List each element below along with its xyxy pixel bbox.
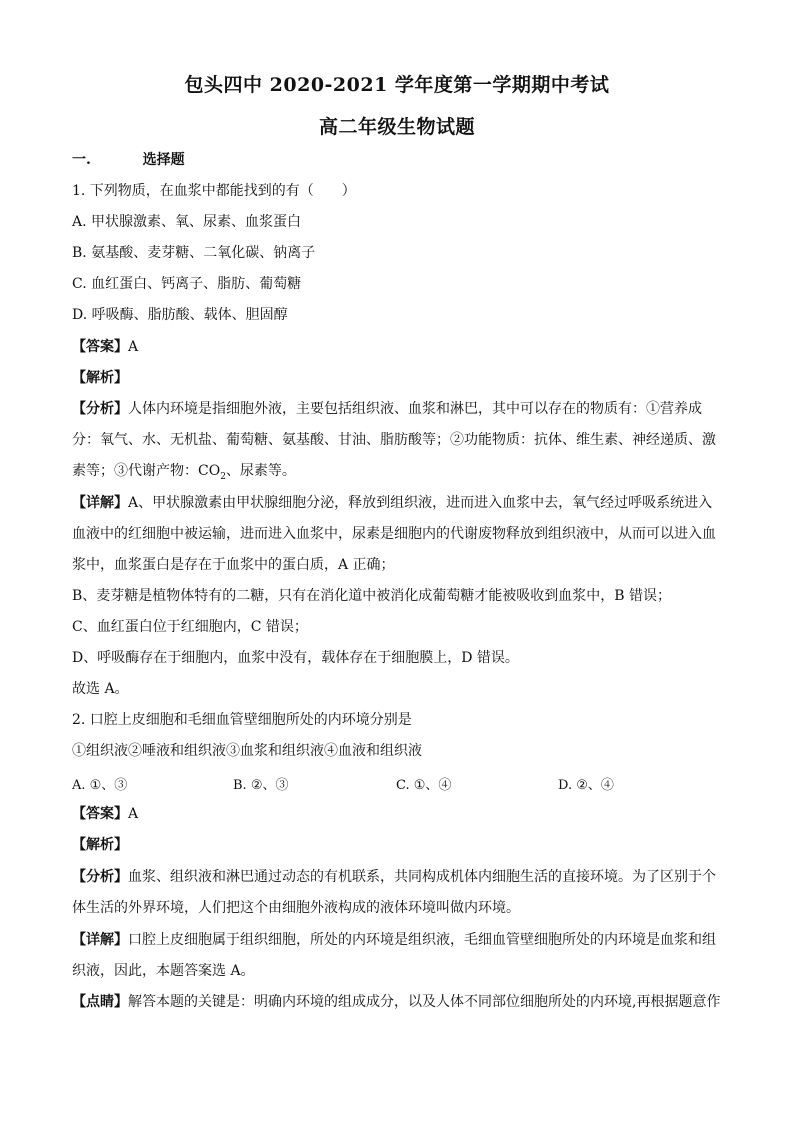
answer-tag: 【答案】 <box>72 806 128 822</box>
q2-xiangjie-line-2: 织液，因此，本题答案选 A。 <box>72 963 255 979</box>
q1-xiangjie-line-2: 血液中的红细胞中被运输，进而进入血浆中，尿素是细胞内的代谢废物释放到组织液中，从而可以进入血 <box>72 526 716 542</box>
exam-subtitle: 高二年级生物试题 <box>318 116 475 138</box>
analysis-tag: 【解析】 <box>72 370 128 386</box>
fenxi-tag: 【分析】 <box>72 401 128 417</box>
q1-xiangjie-b: B、麦芽糖是植物体特有的二糖，只有在消化道中被消化成葡萄糖才能被吸收到血浆中，B 错误； <box>72 588 672 604</box>
q1-option-c: C. 血红蛋白、钙离子、脂肪、葡萄糖 <box>72 276 302 292</box>
q2-option-a: A. ①、③ <box>72 778 128 793</box>
q1-xiangjie-c: C、血红蛋白位于红细胞内，C 错误； <box>72 619 308 635</box>
q1-fenxi-line-2: 分：氧气、水、无机盐、葡萄糖、氨基酸、甘油、脂肪酸等；②功能物质：抗体、维生素、神经递质、激 <box>72 432 716 448</box>
section-name: 选择题 <box>142 152 185 168</box>
q1-option-a: A. 甲状腺激素、氧、尿素、血浆蛋白 <box>72 214 302 230</box>
q2-answer <box>72 804 728 824</box>
q2-option-d: D. ②、④ <box>558 778 614 793</box>
analysis-tag: 【解析】 <box>72 837 128 853</box>
fenxi-text: 人体内环境是指细胞外液，主要包括组织液、血浆和淋巴，其中可以存在的物质有：①营养成 <box>128 401 702 417</box>
q2-xiangjie-line-1 <box>72 930 728 950</box>
xiangjie-text: A、甲状腺激素由甲状腺细胞分泌，释放到组织液，进而进入血浆中去，氧气经过呼吸系统进入 <box>128 495 713 511</box>
q2-fenxi-line-1 <box>72 867 728 887</box>
q1-analysis-tag <box>72 368 728 388</box>
q1-fenxi-line-3 <box>72 461 728 487</box>
q1-xiangjie-line-3: 浆中，血浆蛋白是存在于血浆中的蛋白质，A 正确； <box>72 557 395 573</box>
answer-value: A <box>128 339 139 355</box>
dianjing-tag: 【点睛】 <box>72 994 128 1010</box>
q2-fenxi-line-2: 体生活的外界环境，人们把这个由细胞外液构成的液体环境叫做内环境。 <box>72 900 520 916</box>
q2-option-c: C. ①、④ <box>396 778 452 793</box>
q1-answer <box>72 337 728 357</box>
answer-value: A <box>128 806 139 822</box>
q1-conclusion: 故选 A。 <box>72 681 129 697</box>
q1-stem: 1. 下列物质，在血浆中都能找到的有（ ） <box>72 183 356 199</box>
exam-title: 包头四中 2020-2021 学年度第一学期期中考试 <box>184 74 610 96</box>
fenxi-text: 血浆、组织液和淋巴通过动态的有机联系，共同构成机体内细胞生活的直接环境。为了区别于个 <box>128 869 716 885</box>
xiangjie-text: 口腔上皮细胞属于组织细胞，所处的内环境是组织液，毛细血管壁细胞所处的内环境是血浆和组 <box>128 932 716 948</box>
q2-analysis-tag <box>72 835 728 855</box>
q1-option-b: B. 氨基酸、麦芽糖、二氧化碳、钠离子 <box>72 245 316 261</box>
section-heading <box>72 150 728 170</box>
q1-fenxi-line-1 <box>72 399 728 419</box>
fenxi-text: 素等；③代谢产物：CO <box>72 463 221 479</box>
q2-option-b: B. ②、③ <box>233 778 289 793</box>
q2-dianjing-line-1 <box>72 992 728 1012</box>
answer-tag: 【答案】 <box>72 339 128 355</box>
xiangjie-tag: 【详解】 <box>72 932 128 948</box>
fenxi-text: 、尿素等。 <box>225 463 296 479</box>
subscript: 2 <box>220 471 226 482</box>
q1-xiangjie-d: D、呼吸酶存在于细胞内，血浆中没有，载体存在于细胞膜上，D 错误。 <box>72 650 519 666</box>
section-number: 一. <box>72 152 91 168</box>
q1-option-d: D. 呼吸酶、脂肪酸、载体、胆固醇 <box>72 307 288 323</box>
fenxi-tag: 【分析】 <box>72 869 128 885</box>
q2-stem: 2. 口腔上皮细胞和毛细血管壁细胞所处的内环境分别是 <box>72 712 412 728</box>
q2-items: ①组织液②唾液和组织液③血浆和组织液④血液和组织液 <box>72 743 422 759</box>
dianjing-text: 解答本题的关键是：明确内环境的组成成分，以及人体不同部位细胞所处的内环境,再根据题意作 <box>128 994 721 1010</box>
q1-xiangjie-line-1 <box>72 493 728 513</box>
xiangjie-tag: 【详解】 <box>72 495 128 511</box>
